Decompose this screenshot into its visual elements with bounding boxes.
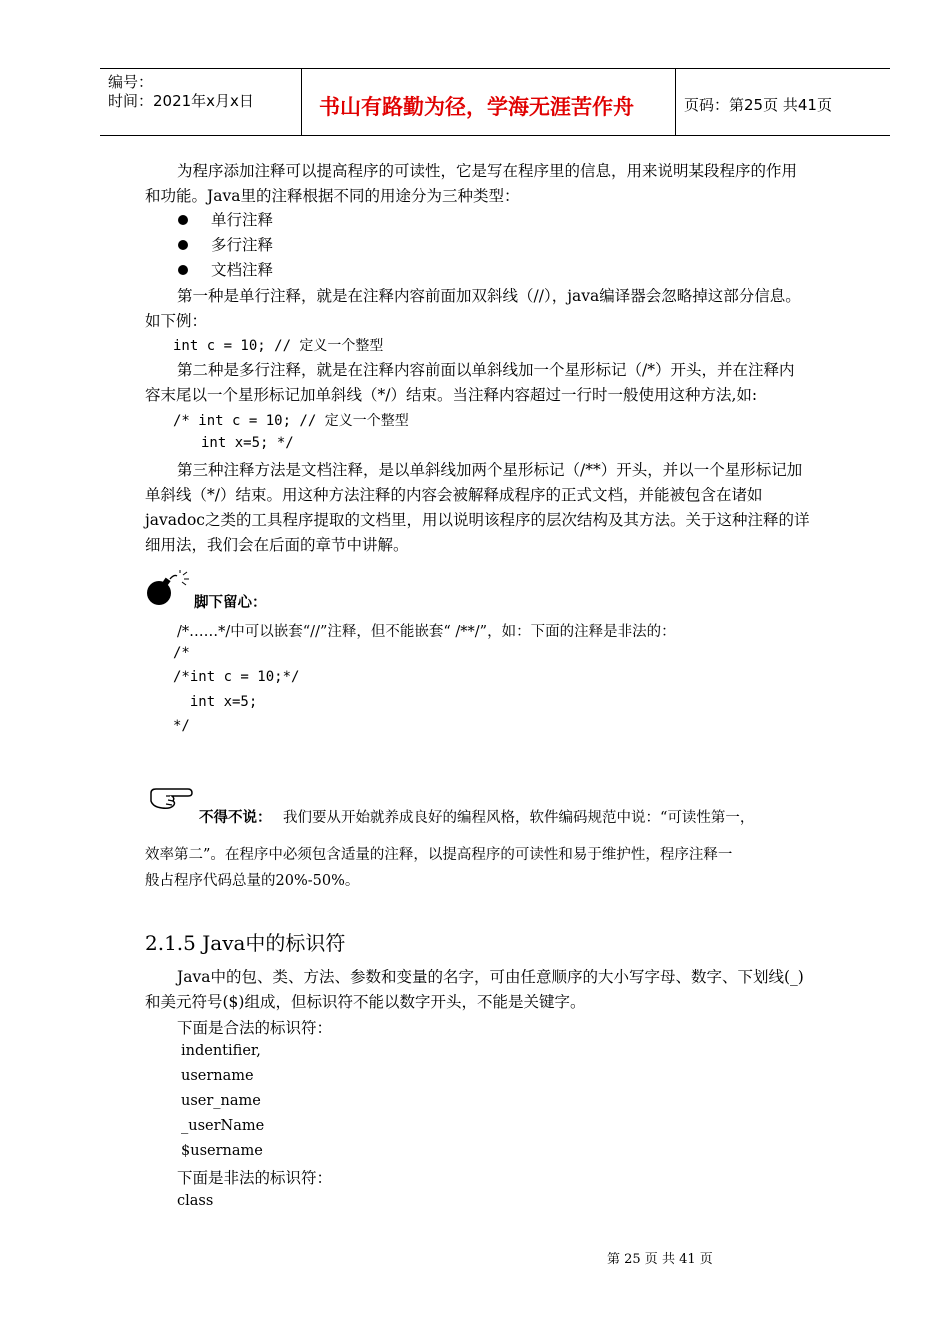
intro-line2: 和功能。Java里的注释根据不同的用途分为三种类型： [145,187,520,205]
single-line-code: int c = 10; // 定义一个整型 [173,338,384,354]
intro-line1: 为程序添加注释可以提高程序的可读性，它是写在程序里的信息，用来说明某段程序的作用 [177,162,798,180]
caution-title: 脚下留心： [194,594,267,611]
bullet-icon [178,215,188,225]
note-line-2: 效率第二”。在程序中必须包含适量的注释，以提高程序的可读性和易于维护性，程序注释一 [145,847,733,863]
list-item: 单行注释 [211,211,274,229]
list-item: $username [181,1143,263,1159]
single-line-para-2: 如下例： [145,312,208,330]
section-para-1: Java中的包、类、方法、参数和变量的名字，可由任意顺序的大小写字母、数字、下划线(_) [177,968,804,986]
multi-line-para-1: 第二种是多行注释，就是在注释内容前面以单斜线加一个星形标记（/*）开头，并在注释内 [177,361,795,379]
serial-label: 编号： [108,73,154,91]
list-item: 多行注释 [211,236,274,254]
page-footer: 第 25 页 共 41 页 [607,1252,713,1267]
note-line-3: 般占程序代码总量的20%-50%。 [145,873,360,889]
list-item: indentifier, [181,1043,261,1059]
doc-comment-para-2: 单斜线（*/）结束。用这种方法注释的内容会被解释成程序的正式文档，并能被包含在诸如 [145,486,763,504]
list-item: class [177,1193,214,1209]
caution-code-line: /* [173,645,190,661]
section-para-2: 和美元符号($)组成，但标识符不能以数字开头，不能是关键字。 [145,993,586,1011]
note-title: 不得不说： [199,809,272,826]
pointing-hand-icon [148,785,196,811]
multi-line-para-2: 容末尾以一个星形标记加单斜线（*/）结束。当注释内容超过一行时一般使用这种方法,如: [145,386,758,404]
bullet-icon [178,240,188,250]
list-item: username [181,1068,254,1084]
list-item: 文档注释 [211,261,274,279]
bullet-icon [178,265,188,275]
single-line-para-1: 第一种是单行注释，就是在注释内容前面加双斜线（//），java编译器会忽略掉这部分信息。 [177,287,801,305]
doc-comment-para-1: 第三种注释方法是文档注释，是以单斜线加两个星形标记（/**）开头，并以一个星形标记加 [177,461,803,479]
section-heading: 2.1.5 Java中的标识符 [145,931,346,955]
list-item: _userName [181,1118,265,1134]
caution-code-line: int x=5; [173,694,258,710]
doc-comment-para-3: javadoc之类的工具程序提取的文档里，用以说明该程序的层次结构及其方法。关于这种注释的详 [145,511,810,529]
bomb-icon [144,570,194,610]
legal-label: 下面是合法的标识符： [177,1019,333,1037]
note-line-1: 我们要从开始就养成良好的编程风格，软件编码规范中说：“可读性第一， [283,810,755,826]
doc-comment-para-4: 细用法，我们会在后面的章节中讲解。 [145,536,409,554]
list-item: user_name [181,1093,261,1109]
motto: 书山有路勤为径，学海无涯苦作舟 [319,95,634,119]
multi-line-code-2: int x=5; */ [201,435,294,451]
multi-line-code-1: /* int c = 10; // 定义一个整型 [173,413,409,429]
caution-line: /*……*/中可以嵌套“//”注释，但不能嵌套“ /**/”，如：下面的注释是非法的： [177,624,676,640]
page-label: 页码：第25页 共41页 [684,96,832,114]
caution-code-line: */ [173,718,190,734]
time-label: 时间：2021年x月x日 [108,92,254,110]
caution-code-line: /*int c = 10;*/ [173,669,300,685]
illegal-label: 下面是非法的标识符： [177,1169,333,1187]
